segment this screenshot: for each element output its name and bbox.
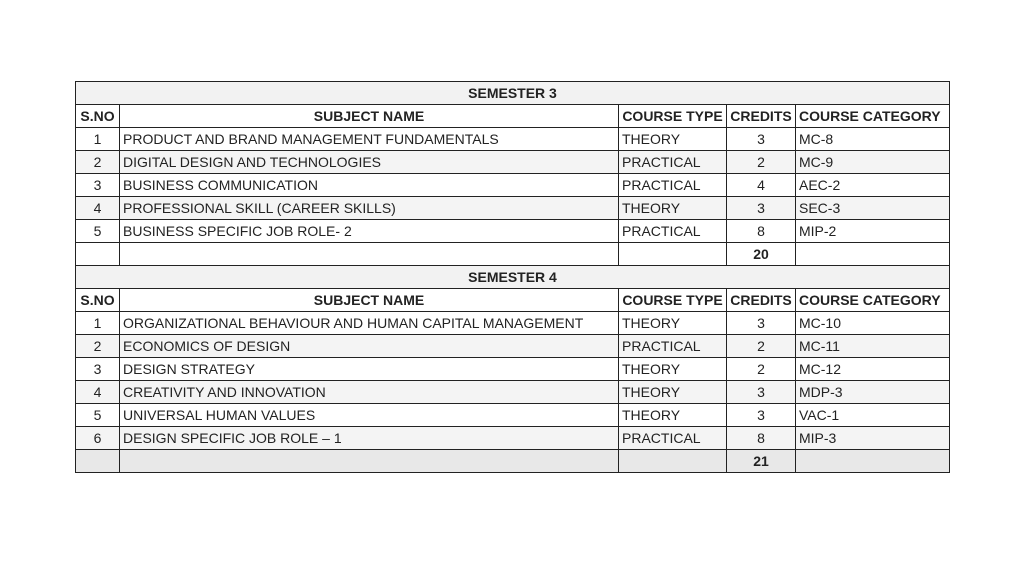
- cell-course-category: MC-9: [796, 151, 950, 174]
- cell-sno: 4: [76, 381, 120, 404]
- table-row: [76, 427, 950, 450]
- cell-subject-name: DESIGN STRATEGY: [120, 358, 619, 381]
- table-row: [76, 312, 950, 335]
- cell-subject-name: CREATIVITY AND INNOVATION: [120, 381, 619, 404]
- cell-course-type: PRACTICAL: [619, 220, 727, 243]
- cell-sno: 6: [76, 427, 120, 450]
- empty-cell: [76, 450, 120, 473]
- cell-course-type: PRACTICAL: [619, 335, 727, 358]
- table-row: [76, 174, 950, 197]
- cell-course-category: MIP-2: [796, 220, 950, 243]
- cell-sno: 3: [76, 174, 120, 197]
- cell-credits: 3: [727, 312, 796, 335]
- cell-credits: 3: [727, 404, 796, 427]
- cell-course-category: MC-11: [796, 335, 950, 358]
- table-row: [76, 404, 950, 427]
- semester-title: SEMESTER 4: [76, 266, 950, 289]
- cell-course-type: THEORY: [619, 404, 727, 427]
- cell-sno: 1: [76, 128, 120, 151]
- empty-cell: [619, 243, 727, 266]
- semester-title-row: [76, 82, 950, 105]
- cell-course-type: PRACTICAL: [619, 427, 727, 450]
- cell-credits: 2: [727, 335, 796, 358]
- total-row: [76, 450, 950, 473]
- table-row: [76, 220, 950, 243]
- cell-credits: 3: [727, 128, 796, 151]
- cell-course-type: PRACTICAL: [619, 174, 727, 197]
- total-credits: 20: [727, 243, 796, 266]
- cell-course-category: VAC-1: [796, 404, 950, 427]
- empty-cell: [619, 450, 727, 473]
- empty-cell: [76, 243, 120, 266]
- table-row: [76, 335, 950, 358]
- empty-cell: [796, 450, 950, 473]
- semester-title: SEMESTER 3: [76, 82, 950, 105]
- cell-sno: 2: [76, 151, 120, 174]
- cell-sno: 5: [76, 220, 120, 243]
- cell-sno: 3: [76, 358, 120, 381]
- cell-subject-name: DIGITAL DESIGN AND TECHNOLOGIES: [120, 151, 619, 174]
- cell-subject-name: BUSINESS COMMUNICATION: [120, 174, 619, 197]
- cell-course-category: MC-12: [796, 358, 950, 381]
- curriculum-table: [75, 81, 950, 473]
- cell-course-type: THEORY: [619, 381, 727, 404]
- empty-cell: [120, 243, 619, 266]
- header-sno: S.NO: [76, 289, 120, 312]
- header-course-category: COURSE CATEGORY: [796, 105, 950, 128]
- cell-course-type: THEORY: [619, 312, 727, 335]
- header-course-type: COURSE TYPE: [619, 289, 727, 312]
- cell-course-category: AEC-2: [796, 174, 950, 197]
- cell-course-category: MDP-3: [796, 381, 950, 404]
- cell-credits: 3: [727, 381, 796, 404]
- header-course-category: COURSE CATEGORY: [796, 289, 950, 312]
- cell-sno: 4: [76, 197, 120, 220]
- cell-course-category: MIP-3: [796, 427, 950, 450]
- cell-subject-name: ECONOMICS OF DESIGN: [120, 335, 619, 358]
- header-row: [76, 105, 950, 128]
- cell-sno: 2: [76, 335, 120, 358]
- cell-course-type: THEORY: [619, 358, 727, 381]
- header-sno: S.NO: [76, 105, 120, 128]
- table-row: [76, 151, 950, 174]
- total-credits: 21: [727, 450, 796, 473]
- header-credits: CREDITS: [727, 105, 796, 128]
- header-subject-name: SUBJECT NAME: [120, 289, 619, 312]
- table-row: [76, 358, 950, 381]
- cell-subject-name: PROFESSIONAL SKILL (CAREER SKILLS): [120, 197, 619, 220]
- table-row: [76, 381, 950, 404]
- empty-cell: [796, 243, 950, 266]
- cell-sno: 1: [76, 312, 120, 335]
- cell-subject-name: PRODUCT AND BRAND MANAGEMENT FUNDAMENTALS: [120, 128, 619, 151]
- cell-credits: 2: [727, 151, 796, 174]
- table-row: [76, 128, 950, 151]
- empty-cell: [120, 450, 619, 473]
- total-row: [76, 243, 950, 266]
- cell-credits: 4: [727, 174, 796, 197]
- header-course-type: COURSE TYPE: [619, 105, 727, 128]
- cell-course-type: THEORY: [619, 128, 727, 151]
- table-row: [76, 197, 950, 220]
- cell-subject-name: UNIVERSAL HUMAN VALUES: [120, 404, 619, 427]
- cell-subject-name: BUSINESS SPECIFIC JOB ROLE- 2: [120, 220, 619, 243]
- cell-course-type: PRACTICAL: [619, 151, 727, 174]
- cell-subject-name: ORGANIZATIONAL BEHAVIOUR AND HUMAN CAPITAL MANAGEMENT: [120, 312, 619, 335]
- cell-course-category: MC-8: [796, 128, 950, 151]
- header-row: [76, 289, 950, 312]
- header-subject-name: SUBJECT NAME: [120, 105, 619, 128]
- cell-course-category: SEC-3: [796, 197, 950, 220]
- cell-subject-name: DESIGN SPECIFIC JOB ROLE – 1: [120, 427, 619, 450]
- cell-credits: 8: [727, 220, 796, 243]
- cell-credits: 8: [727, 427, 796, 450]
- cell-credits: 2: [727, 358, 796, 381]
- cell-course-type: THEORY: [619, 197, 727, 220]
- semester-title-row: [76, 266, 950, 289]
- cell-sno: 5: [76, 404, 120, 427]
- cell-course-category: MC-10: [796, 312, 950, 335]
- cell-credits: 3: [727, 197, 796, 220]
- header-credits: CREDITS: [727, 289, 796, 312]
